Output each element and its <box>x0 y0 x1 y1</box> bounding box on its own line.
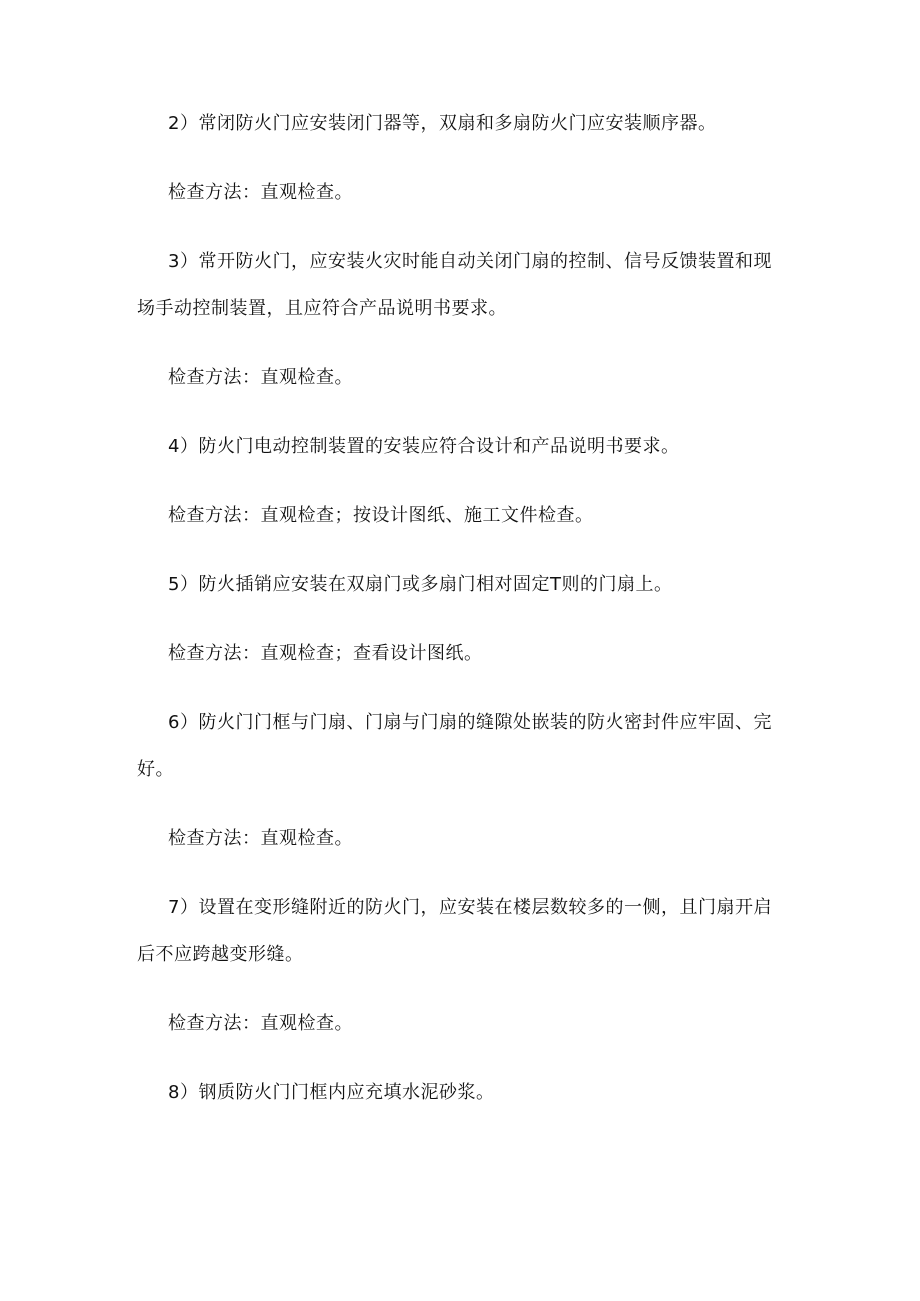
paragraph-item-8: 8）钢质防火门门框内应充填水泥砂浆。 <box>168 1082 495 1103</box>
paragraph-item-7: 7）设置在变形缝附近的防火门，应安装在楼层数较多的一侧，且门扇开启后不应跨越变形缝。 <box>137 897 772 965</box>
paragraph-check-method: 检查方法：直观检查。 <box>168 367 353 388</box>
paragraph-item-2: 2）常闭防火门应安装闭门器等，双扇和多扇防火门应安装顺序器。 <box>168 113 717 134</box>
paragraph-check-method: 检查方法：直观检查。 <box>168 1013 353 1034</box>
paragraph-item-3: 3）常开防火门，应安装火灾时能自动关闭门扇的控制、信号反馈装置和现场手动控制装置，且应符合产品说明书要求。 <box>137 251 772 319</box>
paragraph-item-4: 4）防火门电动控制装置的安装应符合设计和产品说明书要求。 <box>168 436 680 457</box>
paragraph-check-method: 检查方法：直观检查。 <box>168 828 353 849</box>
paragraph-check-method: 检查方法：直观检查。 <box>168 182 353 203</box>
paragraph-item-6: 6）防火门门框与门扇、门扇与门扇的缝隙处嵌装的防火密封件应牢固、完好。 <box>137 712 772 780</box>
paragraph-item-5: 5）防火插销应安装在双扇门或多扇门相对固定T则的门扇上。 <box>168 574 673 595</box>
paragraph-check-method: 检查方法：直观检查；按设计图纸、施工文件检查。 <box>168 505 594 526</box>
paragraph-check-method: 检查方法：直观检查；查看设计图纸。 <box>168 643 483 664</box>
document-body <box>137 100 787 1116</box>
